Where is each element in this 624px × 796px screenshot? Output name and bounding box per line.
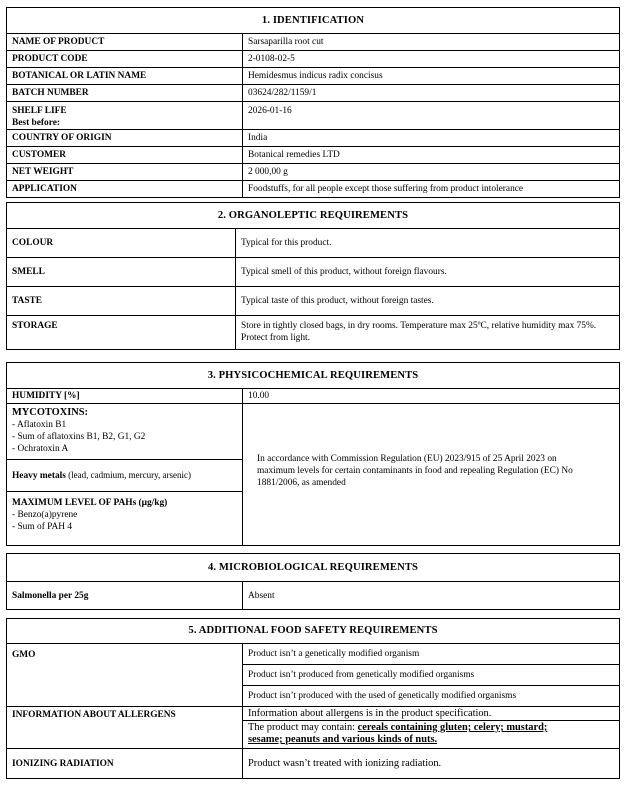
smell-label: SMELL (7, 258, 236, 287)
heavy-metals-cell (7, 460, 243, 492)
storage-label: STORAGE (7, 316, 236, 350)
name-of-product-value: Sarsaparilla root cut (243, 34, 620, 51)
microbiological-table (6, 553, 620, 610)
allergens-label: INFORMATION ABOUT ALLERGENS (7, 707, 243, 749)
customer-value: Botanical remedies LTD (243, 147, 620, 164)
botanical-name-value: Hemidesmus indicus radix concisus (243, 68, 620, 85)
salmonella-label: Salmonella per 25g (7, 582, 243, 610)
humidity-label: HUMIDITY [%] (7, 389, 243, 404)
product-code-label: PRODUCT CODE (7, 51, 243, 68)
storage-value: Store in tightly closed bags, in dry rooms. Temperature max 25ºC, relative humidity max 75%. Protect from light. (236, 316, 620, 350)
customer-label: CUSTOMER (7, 147, 243, 164)
microbiological-header: 4. MICROBIOLOGICAL REQUIREMENTS (7, 554, 620, 582)
identification-header: 1. IDENTIFICATION (7, 8, 620, 34)
humidity-value: 10.00 (243, 389, 620, 404)
mycotoxin-item: - Ochratoxin A (12, 444, 69, 454)
botanical-name-label: BOTANICAL OR LATIN NAME (7, 68, 243, 85)
gmo-value-3: Product isn’t produced with the used of genetically modified organisms (243, 686, 620, 707)
application-value: Foodstuffs, for all people except those suffering from product intolerance (243, 181, 620, 198)
application-label: APPLICATION (7, 181, 243, 198)
regulation-text: In accordance with Commission Regulation (EU) 2023/915 of 25 April 2023 on maximum levels for certain contaminants in food and repealing Regulation (EC) No 1881/2006, as amended (243, 404, 620, 546)
allergens-may-prefix: The product may contain: (248, 722, 358, 733)
gmo-label: GMO (7, 644, 243, 707)
organoleptic-header: 2. ORGANOLEPTIC REQUIREMENTS (7, 203, 620, 229)
pah-label: MAXIMUM LEVEL OF PAHs (μg/kg) (12, 498, 168, 508)
taste-value: Typical taste of this product, without foreign tastes. (236, 287, 620, 316)
product-code-value: 2-0108-02-5 (243, 51, 620, 68)
colour-label: COLOUR (7, 229, 236, 258)
shelf-life-label-cell (7, 102, 243, 130)
radiation-label: IONIZING RADIATION (7, 749, 243, 779)
allergens-may-contain-cell (243, 721, 620, 749)
batch-number-value: 03624/282/1159/1 (243, 85, 620, 102)
gmo-value-2: Product isn’t produced from genetically modified organisms (243, 665, 620, 686)
pah-item: - Sum of PAH 4 (12, 522, 73, 532)
mycotoxin-item: - Sum of aflatoxins B1, B2, G1, G2 (12, 432, 146, 442)
safety-header: 5. ADDITIONAL FOOD SAFETY REQUIREMENTS (7, 619, 620, 644)
organoleptic-table (6, 202, 620, 350)
radiation-value: Product wasn’t treated with ionizing radiation. (243, 749, 620, 779)
allergens-info: Information about allergens is in the product specification. (243, 707, 620, 721)
shelf-life-value: 2026-01-16 (243, 102, 620, 130)
safety-table (6, 618, 620, 779)
colour-value: Typical for this product. (236, 229, 620, 258)
mycotoxins-label: MYCOTOXINS: (12, 407, 89, 418)
mycotoxin-item: - Aflatoxin B1 (12, 420, 67, 430)
heavy-metals-detail: (lead, cadmium, mercury, arsenic) (65, 470, 192, 480)
best-before-label: Best before: (12, 118, 60, 128)
net-weight-label: NET WEIGHT (7, 164, 243, 181)
pah-item: - Benzo(a)pyrene (12, 510, 78, 520)
physicochemical-header: 3. PHYSICOCHEMICAL REQUIREMENTS (7, 363, 620, 389)
shelf-life-label: SHELF LIFE (12, 106, 67, 116)
taste-label: TASTE (7, 287, 236, 316)
physicochemical-table (6, 362, 620, 546)
batch-number-label: BATCH NUMBER (7, 85, 243, 102)
salmonella-value: Absent (243, 582, 620, 610)
allergens-list-line-1: cereals containing gluten; celery; mustard; (357, 722, 548, 733)
smell-value: Typical smell of this product, without foreign flavours. (236, 258, 620, 287)
country-of-origin-value: India (243, 130, 620, 147)
heavy-metals-label: Heavy metals (12, 471, 66, 481)
net-weight-value: 2 000,00 g (243, 164, 620, 181)
allergens-list-line-2: sesame; peanuts and various kinds of nuts. (248, 734, 438, 745)
pah-cell (7, 492, 243, 546)
mycotoxins-cell (7, 404, 243, 460)
identification-table (6, 7, 620, 198)
name-of-product-label: NAME OF PRODUCT (7, 34, 243, 51)
country-of-origin-label: COUNTRY OF ORIGIN (7, 130, 243, 147)
gmo-value-1: Product isn’t a genetically modified organism (243, 644, 620, 665)
